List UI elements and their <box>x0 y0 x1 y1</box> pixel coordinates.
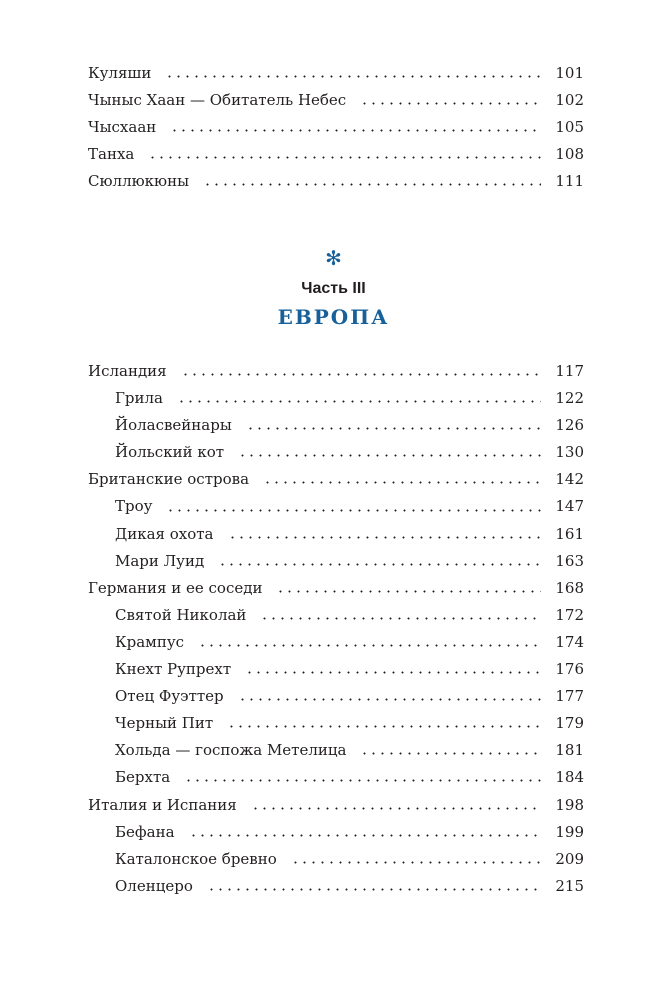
toc-entry-page: 161 <box>555 524 584 543</box>
toc-entry-title: Сюллюкюны <box>88 172 190 191</box>
dot-leader <box>165 75 541 78</box>
toc-entry-page: 163 <box>555 551 584 570</box>
toc-entry-page: 209 <box>555 849 584 868</box>
toc-subentry[interactable] <box>88 602 584 629</box>
dot-leader <box>177 400 541 403</box>
part-label: Часть III <box>301 280 366 297</box>
toc-entry-page: 198 <box>555 795 584 814</box>
toc-entry-page: 126 <box>555 416 584 435</box>
dot-leader <box>198 644 541 647</box>
dot-leader <box>170 129 541 132</box>
toc-entry-title: Троу <box>115 497 153 516</box>
toc-entry-title: Дикая охота <box>115 524 214 543</box>
toc-entry-page: 174 <box>555 632 584 651</box>
toc-entry-page: 172 <box>555 605 584 624</box>
toc-entry-title: Куляши <box>88 64 152 82</box>
toc-section-entry[interactable] <box>88 466 584 493</box>
toc-subentry[interactable] <box>88 385 584 412</box>
dot-leader <box>245 671 541 674</box>
toc-entry-title: Кнехт Рупрехт <box>115 660 232 679</box>
toc-entry-title: Крампус <box>115 632 185 651</box>
toc-entry-title: Святой Николай <box>115 605 247 624</box>
dot-leader <box>260 617 541 620</box>
toc-entry-page: 105 <box>555 118 584 137</box>
toc-entry[interactable] <box>88 60 584 87</box>
toc-entry-page: 101 <box>555 64 584 82</box>
toc-entry-title: Мари Луид <box>115 551 205 570</box>
toc-entry-title: Отец Фуэттер <box>115 687 224 706</box>
toc-subentry[interactable] <box>88 629 584 656</box>
toc-entry-title: Исландия <box>88 362 167 380</box>
dot-leader <box>360 752 541 755</box>
toc-entry-title: Оленцеро <box>115 876 193 895</box>
part-header <box>0 248 667 329</box>
toc-subentry[interactable] <box>88 846 584 873</box>
toc-entry-page: 111 <box>555 172 584 191</box>
toc-entry-title: Хольда — госпожа Метелица <box>115 741 347 760</box>
dot-leader <box>181 373 542 376</box>
toc-subentry[interactable] <box>88 521 584 548</box>
dot-leader <box>166 509 541 512</box>
toc-entry-title: Йоласвейнары <box>115 416 232 435</box>
dot-leader <box>184 779 541 782</box>
dot-leader <box>189 834 542 837</box>
toc-entry-title: Берхта <box>115 768 171 787</box>
toc-entry-page: 199 <box>555 822 584 841</box>
toc-entry-page: 142 <box>555 470 584 489</box>
toc-entry-title: Каталонское бревно <box>115 849 277 868</box>
toc-entry-title: Чысхаан <box>88 118 157 137</box>
toc-entry[interactable] <box>88 87 584 114</box>
dot-leader <box>238 454 541 457</box>
toc-entry-page: 168 <box>555 578 584 597</box>
toc-subentry[interactable] <box>88 819 584 846</box>
toc-subentry[interactable] <box>88 683 584 710</box>
toc-top-list <box>88 60 584 195</box>
toc-entry-page: 177 <box>555 687 584 706</box>
toc-entry-title: Черный Пит <box>115 714 214 733</box>
toc-entry-title: Чыныс Хаан — Обитатель Небес <box>88 91 347 110</box>
dot-leader <box>246 427 542 430</box>
toc-entry-title: Йольский кот <box>115 443 225 462</box>
toc-subentry[interactable] <box>88 493 584 520</box>
toc-entry-page: 179 <box>555 714 584 733</box>
toc-subentry[interactable] <box>88 439 584 466</box>
toc-section-entry[interactable] <box>88 792 584 819</box>
toc-entry-title: Грила <box>115 389 164 408</box>
dot-leader <box>251 807 542 810</box>
toc-entry[interactable] <box>88 114 584 141</box>
toc-entry-title: Германия и ее соседи <box>88 578 263 597</box>
dot-leader <box>207 888 542 891</box>
toc-entry-page: 215 <box>555 876 584 895</box>
dot-leader <box>148 156 541 159</box>
toc-entry-title: Италия и Испания <box>88 795 237 814</box>
toc-entry-page: 102 <box>555 91 584 110</box>
dot-leader <box>218 563 541 566</box>
dot-leader <box>263 481 541 484</box>
toc-entry[interactable] <box>88 141 584 168</box>
dot-leader <box>360 102 541 105</box>
toc-entry-page: 181 <box>555 741 584 760</box>
toc-entry-page: 122 <box>555 389 584 408</box>
toc-subentry[interactable] <box>88 412 584 439</box>
toc-main-list <box>88 358 584 900</box>
toc-entry-title: Танха <box>88 145 135 164</box>
toc-entry-page: 108 <box>555 145 584 164</box>
toc-entry[interactable] <box>88 168 584 195</box>
toc-subentry[interactable] <box>88 764 584 791</box>
dot-leader <box>203 183 541 186</box>
dot-leader <box>291 861 542 864</box>
toc-subentry[interactable] <box>88 737 584 764</box>
dot-leader <box>238 698 542 701</box>
toc-entry-title: Британские острова <box>88 470 250 489</box>
toc-subentry[interactable] <box>88 656 584 683</box>
toc-entry-page: 184 <box>555 768 584 787</box>
toc-entry-title: Бефана <box>115 822 175 841</box>
toc-entry-page: 117 <box>555 362 584 380</box>
dot-leader <box>227 725 541 728</box>
toc-section-entry[interactable] <box>88 575 584 602</box>
part-title: ЕВРОПА <box>277 305 390 329</box>
toc-subentry[interactable] <box>88 710 584 737</box>
toc-entry-page: 147 <box>555 497 584 516</box>
toc-entry-page: 176 <box>555 660 584 679</box>
dot-leader <box>228 536 542 539</box>
toc-section-entry[interactable] <box>88 358 584 385</box>
dot-leader <box>276 590 541 593</box>
snowflake-ornament-icon: ✻ <box>325 246 342 270</box>
toc-subentry[interactable] <box>88 548 584 575</box>
toc-subentry[interactable] <box>88 873 584 900</box>
toc-entry-page: 130 <box>555 443 584 462</box>
